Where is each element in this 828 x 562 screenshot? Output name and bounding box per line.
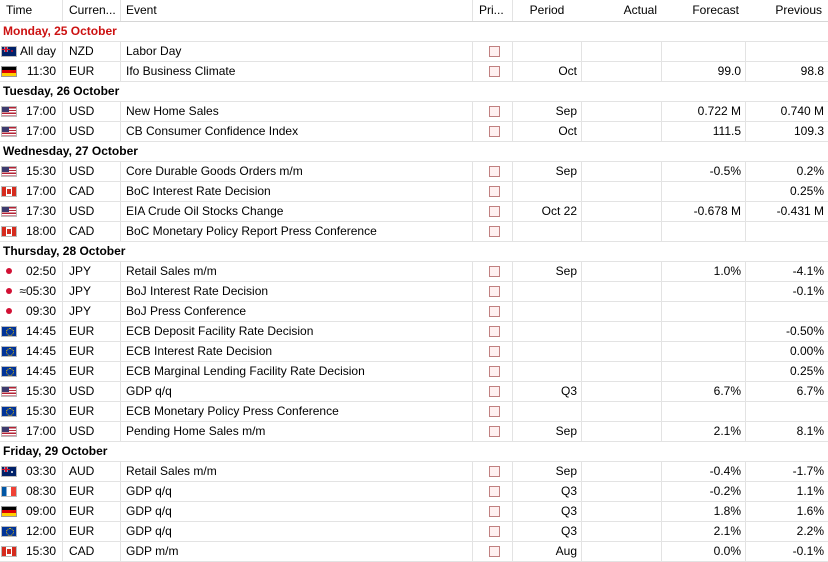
event-actual: [581, 42, 661, 61]
calendar-rows: [0, 22, 828, 562]
priority-checkbox[interactable]: [489, 406, 500, 417]
event-priority-cell: [472, 402, 512, 421]
event-row[interactable]: [0, 182, 828, 202]
event-priority-cell: [472, 522, 512, 541]
event-priority-cell: [472, 222, 512, 241]
priority-checkbox[interactable]: [489, 546, 500, 557]
event-period: Sep: [512, 422, 581, 441]
event-period: [512, 402, 581, 421]
event-previous: -0.1%: [745, 282, 828, 301]
event-name: GDP q/q: [120, 482, 472, 501]
event-actual: [581, 402, 661, 421]
event-forecast: 6.7%: [661, 382, 745, 401]
event-previous: 109.3: [745, 122, 828, 141]
event-name: ECB Monetary Policy Press Conference: [120, 402, 472, 421]
event-period: Aug: [512, 542, 581, 561]
event-name: GDP m/m: [120, 542, 472, 561]
priority-checkbox[interactable]: [489, 526, 500, 537]
event-time: ≈05:30: [19, 284, 56, 298]
event-priority-cell: [472, 202, 512, 221]
priority-checkbox[interactable]: [489, 266, 500, 277]
event-period: Sep: [512, 262, 581, 281]
day-group-header: [0, 82, 828, 102]
canada-flag-icon: [1, 226, 17, 237]
event-name: Labor Day: [120, 42, 472, 61]
priority-checkbox[interactable]: [489, 346, 500, 357]
european-union-flag-icon: [1, 366, 17, 377]
event-currency: USD: [62, 102, 120, 121]
event-currency: EUR: [62, 322, 120, 341]
event-period: Q3: [512, 482, 581, 501]
event-row[interactable]: [0, 362, 828, 382]
event-priority-cell: [472, 322, 512, 341]
event-currency: CAD: [62, 182, 120, 201]
event-time-cell: [0, 542, 62, 561]
event-time-cell: [0, 162, 62, 181]
event-previous: 1.6%: [745, 502, 828, 521]
day-group-header: [0, 142, 828, 162]
event-forecast: -0.678 M: [661, 202, 745, 221]
event-period: [512, 302, 581, 321]
event-actual: [581, 462, 661, 481]
event-forecast: [661, 402, 745, 421]
event-actual: [581, 342, 661, 361]
event-priority-cell: [472, 102, 512, 121]
event-previous: 0.25%: [745, 362, 828, 381]
united-states-flag-icon: [1, 426, 17, 437]
event-forecast: 111.5: [661, 122, 745, 141]
priority-checkbox[interactable]: [489, 226, 500, 237]
event-name: New Home Sales: [120, 102, 472, 121]
event-name: Ifo Business Climate: [120, 62, 472, 81]
event-previous: -0.50%: [745, 322, 828, 341]
event-currency: USD: [62, 422, 120, 441]
event-row[interactable]: [0, 262, 828, 282]
event-time: 14:45: [25, 344, 56, 358]
event-time-cell: [0, 102, 62, 121]
event-row[interactable]: [0, 122, 828, 142]
event-actual: [581, 162, 661, 181]
event-row[interactable]: [0, 542, 828, 562]
event-period: Q3: [512, 522, 581, 541]
day-label: Tuesday, 26 October: [3, 84, 120, 98]
priority-checkbox[interactable]: [489, 366, 500, 377]
event-currency: NZD: [62, 42, 120, 61]
event-previous: 0.2%: [745, 162, 828, 181]
event-time-cell: [0, 382, 62, 401]
priority-checkbox[interactable]: [489, 106, 500, 117]
event-forecast: [661, 182, 745, 201]
event-time: 15:30: [25, 404, 56, 418]
event-period: [512, 42, 581, 61]
event-priority-cell: [472, 502, 512, 521]
event-actual: [581, 302, 661, 321]
event-forecast: [661, 342, 745, 361]
event-previous: -4.1%: [745, 262, 828, 281]
european-union-flag-icon: [1, 326, 17, 337]
event-name: Pending Home Sales m/m: [120, 422, 472, 441]
calendar-header: [0, 0, 828, 22]
event-time-cell: [0, 42, 62, 61]
event-time: All day: [19, 44, 56, 58]
germany-flag-icon: [1, 506, 17, 517]
event-name: ECB Marginal Lending Facility Rate Decision: [120, 362, 472, 381]
priority-checkbox[interactable]: [489, 326, 500, 337]
event-actual: [581, 202, 661, 221]
event-previous: [745, 402, 828, 421]
priority-checkbox[interactable]: [489, 46, 500, 57]
event-time: 14:45: [25, 364, 56, 378]
event-time-cell: [0, 182, 62, 201]
event-previous: [745, 222, 828, 241]
event-previous: 6.7%: [745, 382, 828, 401]
event-time-cell: [0, 202, 62, 221]
event-currency: JPY: [62, 262, 120, 281]
priority-checkbox[interactable]: [489, 286, 500, 297]
header-currency[interactable]: Curren...: [62, 0, 120, 21]
event-currency: USD: [62, 162, 120, 181]
event-actual: [581, 522, 661, 541]
event-name: Retail Sales m/m: [120, 462, 472, 481]
event-currency: EUR: [62, 362, 120, 381]
event-period: Sep: [512, 162, 581, 181]
header-actual[interactable]: Actual: [623, 3, 657, 17]
event-time: 08:30: [25, 484, 56, 498]
event-time-cell: [0, 402, 62, 421]
event-row[interactable]: [0, 222, 828, 242]
event-time-cell: [0, 302, 62, 321]
event-name: Retail Sales m/m: [120, 262, 472, 281]
priority-checkbox[interactable]: [489, 186, 500, 197]
event-currency: EUR: [62, 482, 120, 501]
event-name: BoJ Press Conference: [120, 302, 472, 321]
event-time: 09:00: [25, 504, 56, 518]
event-forecast: 2.1%: [661, 422, 745, 441]
event-currency: JPY: [62, 282, 120, 301]
event-forecast: -0.5%: [661, 162, 745, 181]
event-currency: USD: [62, 382, 120, 401]
united-states-flag-icon: [1, 206, 17, 217]
event-actual: [581, 482, 661, 501]
event-priority-cell: [472, 482, 512, 501]
event-actual: [581, 102, 661, 121]
event-row[interactable]: [0, 342, 828, 362]
event-actual: [581, 542, 661, 561]
event-forecast: [661, 322, 745, 341]
event-time: 17:00: [25, 124, 56, 138]
france-flag-icon: [1, 486, 17, 497]
event-name: BoC Interest Rate Decision: [120, 182, 472, 201]
event-time-cell: [0, 342, 62, 361]
day-label: Wednesday, 27 October: [3, 144, 138, 158]
event-forecast: 1.0%: [661, 262, 745, 281]
event-time-cell: [0, 222, 62, 241]
event-priority-cell: [472, 262, 512, 281]
event-period: [512, 222, 581, 241]
japan-flag-icon: [1, 286, 17, 297]
event-name: CB Consumer Confidence Index: [120, 122, 472, 141]
event-currency: EUR: [62, 502, 120, 521]
event-currency: CAD: [62, 542, 120, 561]
event-actual: [581, 502, 661, 521]
event-forecast: 1.8%: [661, 502, 745, 521]
event-period: [512, 322, 581, 341]
priority-checkbox[interactable]: [489, 66, 500, 77]
event-previous: 8.1%: [745, 422, 828, 441]
event-forecast: 0.0%: [661, 542, 745, 561]
event-priority-cell: [472, 422, 512, 441]
event-period: [512, 282, 581, 301]
event-actual: [581, 282, 661, 301]
event-currency: JPY: [62, 302, 120, 321]
event-actual: [581, 362, 661, 381]
event-currency: EUR: [62, 522, 120, 541]
united-states-flag-icon: [1, 166, 17, 177]
event-time-cell: [0, 262, 62, 281]
event-row[interactable]: [0, 42, 828, 62]
priority-checkbox[interactable]: [489, 426, 500, 437]
event-forecast: [661, 362, 745, 381]
event-forecast: [661, 282, 745, 301]
header-time[interactable]: Time: [6, 3, 33, 17]
european-union-flag-icon: [1, 346, 17, 357]
event-currency: CAD: [62, 222, 120, 241]
event-time-cell: [0, 322, 62, 341]
event-forecast: [661, 222, 745, 241]
canada-flag-icon: [1, 186, 17, 197]
japan-flag-icon: [1, 266, 17, 277]
event-forecast: [661, 42, 745, 61]
canada-flag-icon: [1, 546, 17, 557]
event-time: 17:30: [25, 204, 56, 218]
event-time: 15:30: [25, 164, 56, 178]
priority-checkbox[interactable]: [489, 206, 500, 217]
header-period[interactable]: Period: [512, 0, 581, 21]
event-forecast: 99.0: [661, 62, 745, 81]
event-time: 17:00: [25, 104, 56, 118]
event-row[interactable]: [0, 302, 828, 322]
event-time: 17:00: [25, 184, 56, 198]
event-actual: [581, 422, 661, 441]
event-time-cell: [0, 462, 62, 481]
event-name: ECB Deposit Facility Rate Decision: [120, 322, 472, 341]
header-previous[interactable]: Previous: [775, 3, 822, 17]
event-name: EIA Crude Oil Stocks Change: [120, 202, 472, 221]
event-priority-cell: [472, 42, 512, 61]
germany-flag-icon: [1, 66, 17, 77]
event-row[interactable]: [0, 462, 828, 482]
event-time-cell: [0, 282, 62, 301]
event-time: 02:50: [25, 264, 56, 278]
event-forecast: 2.1%: [661, 522, 745, 541]
event-period: Sep: [512, 102, 581, 121]
event-time: 17:00: [25, 424, 56, 438]
day-label: Monday, 25 October: [3, 24, 117, 38]
event-priority-cell: [472, 182, 512, 201]
event-row[interactable]: [0, 422, 828, 442]
event-period: Oct: [512, 122, 581, 141]
event-priority-cell: [472, 462, 512, 481]
event-actual: [581, 222, 661, 241]
event-row[interactable]: [0, 482, 828, 502]
event-name: ECB Interest Rate Decision: [120, 342, 472, 361]
event-actual: [581, 382, 661, 401]
event-row[interactable]: [0, 382, 828, 402]
event-previous: -1.7%: [745, 462, 828, 481]
event-actual: [581, 62, 661, 81]
event-period: Q3: [512, 502, 581, 521]
event-row[interactable]: [0, 282, 828, 302]
priority-checkbox[interactable]: [489, 486, 500, 497]
event-previous: -0.431 M: [745, 202, 828, 221]
event-priority-cell: [472, 62, 512, 81]
event-time: 09:30: [25, 304, 56, 318]
event-previous: 0.740 M: [745, 102, 828, 121]
day-label: Thursday, 28 October: [3, 244, 126, 258]
event-row[interactable]: [0, 162, 828, 182]
australia-flag-icon: [1, 466, 17, 477]
priority-checkbox[interactable]: [489, 466, 500, 477]
united-states-flag-icon: [1, 126, 17, 137]
event-previous: [745, 302, 828, 321]
event-name: GDP q/q: [120, 502, 472, 521]
event-row[interactable]: [0, 322, 828, 342]
event-forecast: -0.4%: [661, 462, 745, 481]
event-currency: USD: [62, 202, 120, 221]
event-time-cell: [0, 522, 62, 541]
event-period: Oct 22: [512, 202, 581, 221]
event-priority-cell: [472, 362, 512, 381]
event-previous: -0.1%: [745, 542, 828, 561]
event-row[interactable]: [0, 202, 828, 222]
event-name: Core Durable Goods Orders m/m: [120, 162, 472, 181]
day-group-header: [0, 442, 828, 462]
event-name: GDP q/q: [120, 522, 472, 541]
event-forecast: [661, 302, 745, 321]
event-row[interactable]: [0, 102, 828, 122]
event-row[interactable]: [0, 522, 828, 542]
event-forecast: 0.722 M: [661, 102, 745, 121]
header-priority[interactable]: Pri...: [472, 0, 512, 21]
event-period: Q3: [512, 382, 581, 401]
event-priority-cell: [472, 282, 512, 301]
event-period: Sep: [512, 462, 581, 481]
event-priority-cell: [472, 122, 512, 141]
event-time: 15:30: [25, 544, 56, 558]
event-time: 12:00: [25, 524, 56, 538]
event-priority-cell: [472, 162, 512, 181]
event-priority-cell: [472, 542, 512, 561]
event-currency: AUD: [62, 462, 120, 481]
event-period: Oct: [512, 62, 581, 81]
event-priority-cell: [472, 342, 512, 361]
event-row[interactable]: [0, 402, 828, 422]
priority-checkbox[interactable]: [489, 306, 500, 317]
event-name: BoC Monetary Policy Report Press Conference: [120, 222, 472, 241]
event-priority-cell: [472, 302, 512, 321]
event-period: [512, 342, 581, 361]
european-union-flag-icon: [1, 526, 17, 537]
event-previous: 98.8: [745, 62, 828, 81]
event-actual: [581, 262, 661, 281]
event-time-cell: [0, 122, 62, 141]
event-currency: EUR: [62, 62, 120, 81]
priority-checkbox[interactable]: [489, 386, 500, 397]
event-previous: 0.00%: [745, 342, 828, 361]
event-name: BoJ Interest Rate Decision: [120, 282, 472, 301]
event-row[interactable]: [0, 502, 828, 522]
event-actual: [581, 182, 661, 201]
event-forecast: -0.2%: [661, 482, 745, 501]
event-time: 18:00: [25, 224, 56, 238]
event-time: 03:30: [25, 464, 56, 478]
event-previous: 0.25%: [745, 182, 828, 201]
event-priority-cell: [472, 382, 512, 401]
priority-checkbox[interactable]: [489, 126, 500, 137]
event-previous: 1.1%: [745, 482, 828, 501]
event-time-cell: [0, 362, 62, 381]
event-previous: 2.2%: [745, 522, 828, 541]
day-group-header: [0, 242, 828, 262]
event-currency: USD: [62, 122, 120, 141]
event-period: [512, 182, 581, 201]
event-time: 14:45: [25, 324, 56, 338]
event-time-cell: [0, 422, 62, 441]
event-time-cell: [0, 502, 62, 521]
priority-checkbox[interactable]: [489, 166, 500, 177]
event-time: 11:30: [26, 64, 56, 78]
event-actual: [581, 322, 661, 341]
day-group-header: [0, 22, 828, 42]
priority-checkbox[interactable]: [489, 506, 500, 517]
united-states-flag-icon: [1, 386, 17, 397]
event-time-cell: [0, 482, 62, 501]
event-time-cell: [0, 62, 62, 81]
event-name: GDP q/q: [120, 382, 472, 401]
event-time: 15:30: [25, 384, 56, 398]
event-actual: [581, 122, 661, 141]
european-union-flag-icon: [1, 406, 17, 417]
header-forecast[interactable]: Forecast: [692, 3, 739, 17]
header-event[interactable]: Event: [120, 0, 472, 21]
japan-flag-icon: [1, 306, 17, 317]
united-states-flag-icon: [1, 106, 17, 117]
event-currency: EUR: [62, 402, 120, 421]
event-period: [512, 362, 581, 381]
event-currency: EUR: [62, 342, 120, 361]
event-row[interactable]: [0, 62, 828, 82]
new-zealand-flag-icon: [1, 46, 17, 57]
event-previous: [745, 42, 828, 61]
day-label: Friday, 29 October: [3, 444, 108, 458]
